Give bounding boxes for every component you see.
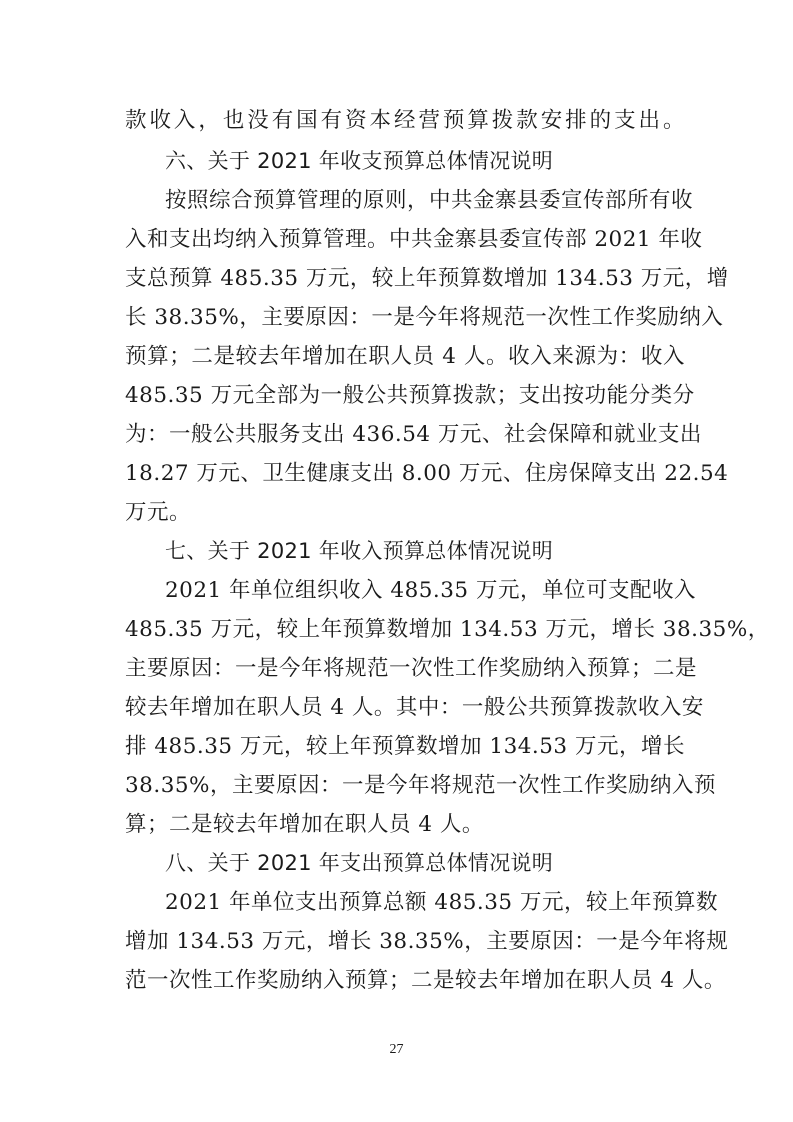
section-heading-6: 六、关于 2021 年收支预算总体情况说明 bbox=[165, 149, 554, 173]
paragraph-line: 38.35%，主要原因：一是今年将规范一次性工作奖励纳入预 bbox=[125, 773, 716, 798]
paragraph-line: 范一次性工作奖励纳入预算；二是较去年增加在职人员 4 人。 bbox=[125, 968, 726, 993]
paragraph-line: 入和支出均纳入预算管理。中共金寨县委宣传部 2021 年收 bbox=[125, 227, 703, 252]
paragraph-line: 485.35 万元，较上年预算数增加 134.53 万元，增长 38.35%， bbox=[125, 617, 770, 642]
paragraph-line: 2021 年单位组织收入 485.35 万元，单位可支配收入 bbox=[165, 578, 696, 603]
paragraph-line: 18.27 万元、卫生健康支出 8.00 万元、住房保障支出 22.54 bbox=[125, 461, 729, 486]
paragraph-line: 万元。 bbox=[125, 500, 192, 525]
paragraph-line: 485.35 万元全部为一般公共预算拨款；支出按功能分类分 bbox=[125, 383, 695, 408]
paragraph-line: 较去年增加在职人员 4 人。其中：一般公共预算拨款收入安 bbox=[125, 695, 704, 720]
section-heading-8: 八、关于 2021 年支出预算总体情况说明 bbox=[165, 851, 554, 875]
paragraph-line: 为：一般公共服务支出 436.54 万元、社会保障和就业支出 bbox=[125, 422, 702, 447]
paragraph-line: 按照综合预算管理的原则，中共金寨县委宣传部所有收 bbox=[165, 188, 694, 213]
paragraph-line: 2021 年单位支出预算总额 485.35 万元，较上年预算数 bbox=[165, 890, 718, 915]
paragraph-line: 预算；二是较去年增加在职人员 4 人。收入来源为：收入 bbox=[125, 344, 685, 369]
paragraph-line: 支总预算 485.35 万元，较上年预算数增加 134.53 万元，增 bbox=[125, 266, 729, 291]
section-heading-7: 七、关于 2021 年收入预算总体情况说明 bbox=[165, 539, 554, 563]
paragraph-line: 排 485.35 万元，较上年预算数增加 134.53 万元，增长 bbox=[125, 734, 685, 759]
paragraph-line: 算；二是较去年增加在职人员 4 人。 bbox=[125, 812, 484, 837]
page-number: 27 bbox=[389, 1042, 404, 1057]
paragraph-line: 增加 134.53 万元，增长 38.35%，主要原因：一是今年将规 bbox=[125, 929, 729, 954]
paragraph-line: 款收入，也没有国有资本经营预算拨款安排的支出。 bbox=[125, 108, 685, 133]
paragraph-line: 主要原因：一是今年将规范一次性工作奖励纳入预算；二是 bbox=[125, 656, 698, 681]
paragraph-line: 长 38.35%，主要原因：一是今年将规范一次性工作奖励纳入 bbox=[125, 305, 724, 330]
